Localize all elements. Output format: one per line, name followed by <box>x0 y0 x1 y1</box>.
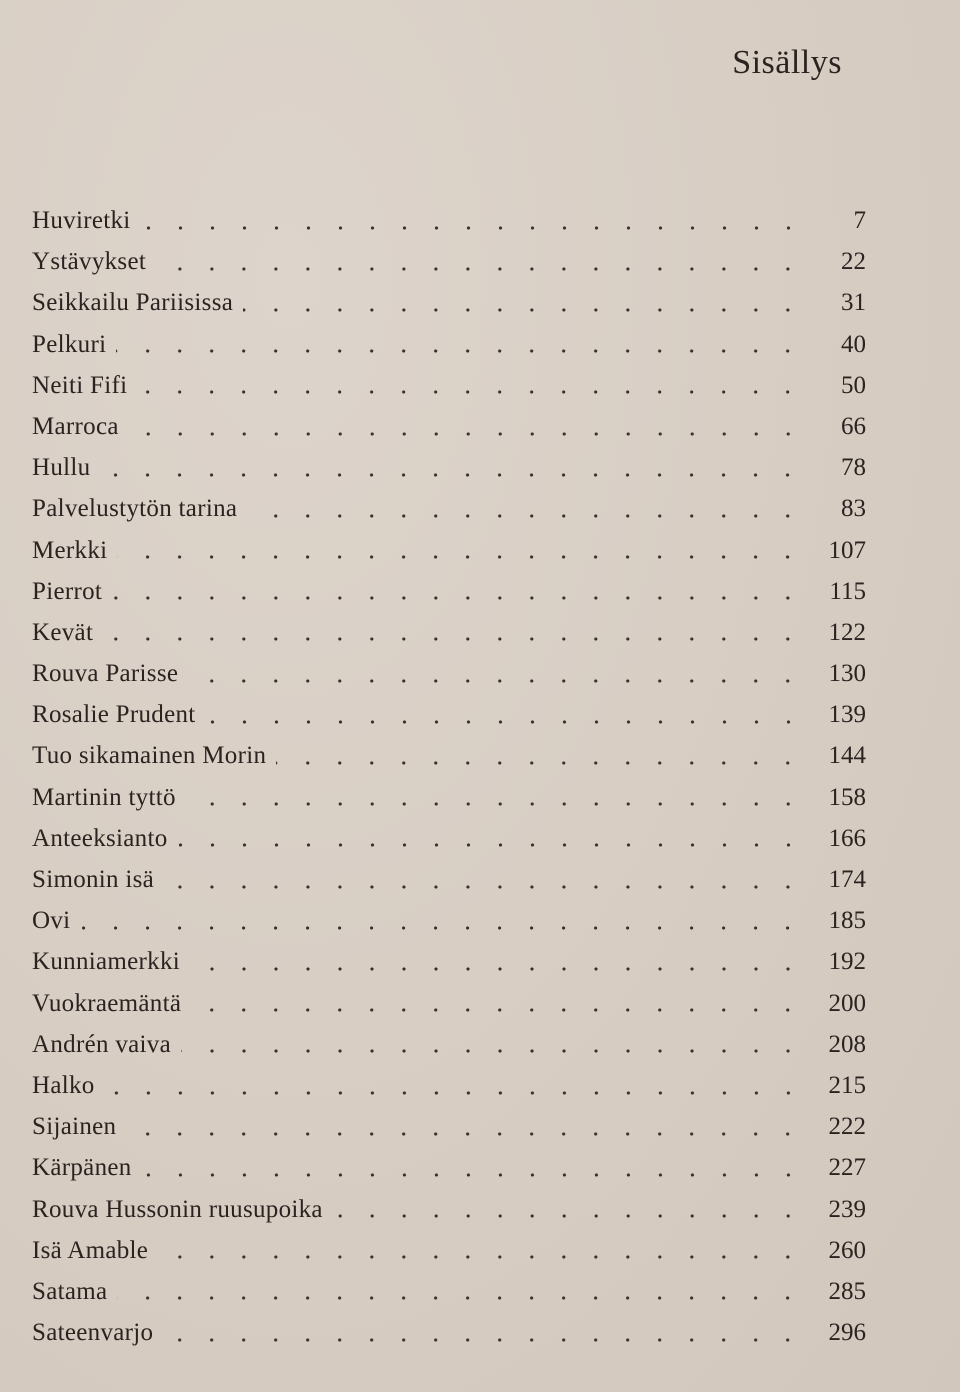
toc-entry <box>32 530 866 571</box>
toc-entry-title: Huviretki <box>32 207 131 234</box>
toc-entry <box>32 282 866 323</box>
toc-entry <box>32 571 866 612</box>
toc-entry <box>32 200 866 241</box>
dot-leader <box>156 267 804 271</box>
toc-entry <box>32 488 866 529</box>
toc-entry <box>32 735 866 776</box>
toc-entry-title: Ovi <box>32 907 71 935</box>
toc-entry-title: Kunniamerkki <box>32 948 181 976</box>
toc-entry-page: 208 <box>828 1030 866 1058</box>
toc-entry-page: 22 <box>841 248 866 276</box>
toc-entry-title: Neiti Fifi <box>32 371 128 399</box>
dot-leader <box>247 514 804 518</box>
toc-entry-title: Merkki <box>32 536 108 564</box>
toc-entry-title: Isä Amable <box>32 1236 149 1264</box>
dot-leader <box>181 1049 804 1053</box>
toc-entry-page: 107 <box>828 536 866 564</box>
toc-entry-title: Sateenvarjo <box>32 1319 154 1347</box>
dot-leader <box>141 226 804 230</box>
toc-entry <box>32 694 866 735</box>
toc-entry-page: 122 <box>828 618 866 646</box>
toc-entry-page: 174 <box>828 866 866 893</box>
dot-leader <box>163 1338 804 1342</box>
dot-leader <box>190 967 804 971</box>
toc-entry-page: 239 <box>828 1195 866 1223</box>
toc-entry-page: 139 <box>828 701 866 729</box>
toc-entry-title: Halko <box>32 1071 95 1099</box>
toc-entry-page: 78 <box>841 454 866 482</box>
dot-leader <box>188 679 804 683</box>
dot-leader <box>137 390 804 394</box>
dot-leader <box>117 1296 804 1300</box>
toc-entry <box>32 1147 866 1188</box>
toc-entry-page: 144 <box>828 742 866 770</box>
toc-entry-title: Palvelustytön tarina <box>32 495 238 523</box>
toc-entry <box>32 941 866 982</box>
toc-entry-title: Marroca <box>32 412 119 440</box>
dot-leader <box>158 1255 804 1259</box>
dot-leader <box>126 1132 804 1136</box>
toc-entry-page: 192 <box>828 948 866 976</box>
toc-entry-page: 200 <box>828 989 866 1017</box>
toc-entry-page: 115 <box>829 577 866 605</box>
toc-entry-title: Kärpänen <box>32 1154 132 1182</box>
toc-entry-page: 7 <box>853 207 866 234</box>
toc-entry-page: 66 <box>841 412 866 440</box>
toc-entry-title: Vuokraemäntä <box>32 989 182 1017</box>
toc-entry <box>32 1106 866 1147</box>
toc-entry-page: 130 <box>828 660 866 688</box>
toc-entry <box>32 1065 866 1106</box>
toc-entry <box>32 406 866 447</box>
toc-entry <box>32 1271 866 1312</box>
dot-leader <box>103 637 804 641</box>
dot-leader <box>243 308 804 312</box>
dot-leader <box>178 843 804 847</box>
dot-leader <box>191 1008 804 1012</box>
toc-entry <box>32 324 866 365</box>
toc-entry-title: Pelkuri <box>32 330 107 358</box>
toc-entry-page: 285 <box>828 1277 866 1305</box>
toc-entry-title: Tuo sikamainen Morin <box>32 742 267 770</box>
toc-entry-page: 185 <box>828 907 866 935</box>
toc-entry <box>32 1230 866 1271</box>
toc-entry-title: Hullu <box>32 454 91 482</box>
toc-entry-title: Ystävykset <box>32 248 147 276</box>
toc-entry <box>32 241 866 282</box>
dot-leader <box>129 432 804 436</box>
toc-entry-title: Rosalie Prudent <box>32 701 196 729</box>
toc-entry-page: 40 <box>841 330 866 358</box>
dot-leader <box>164 885 804 889</box>
dot-leader <box>333 1214 804 1218</box>
dot-leader <box>116 349 804 353</box>
dot-leader <box>112 596 804 600</box>
toc-entry <box>32 1189 866 1230</box>
dot-leader <box>142 1173 804 1177</box>
dot-leader <box>276 761 804 765</box>
toc-entry-page: 158 <box>828 783 866 811</box>
dot-leader <box>100 473 804 477</box>
toc-entry-title: Seikkailu Pariisissa <box>32 289 234 317</box>
toc-entry-title: Satama <box>32 1277 108 1305</box>
toc-entry-title: Andrén vaiva <box>32 1030 171 1058</box>
toc-entry-page: 31 <box>841 289 866 317</box>
page-title: Sisällys <box>732 44 842 81</box>
toc-entry-title: Martinin tyttö <box>32 783 176 811</box>
toc-entry <box>32 859 866 900</box>
toc-entry-title: Sijainen <box>32 1113 117 1141</box>
toc-entry-title: Pierrot <box>32 577 103 605</box>
toc-entry-page: 215 <box>828 1071 866 1099</box>
toc-entry <box>32 653 866 694</box>
toc-entry <box>32 447 866 488</box>
toc-entry <box>32 365 866 406</box>
toc-entry <box>32 1024 866 1065</box>
toc-entry <box>32 777 866 818</box>
toc-entry-page: 50 <box>841 371 866 399</box>
toc-entry-title: Kevät <box>32 618 94 646</box>
toc-entry <box>32 1312 866 1353</box>
dot-leader <box>186 802 804 806</box>
toc-entry-page: 260 <box>828 1236 866 1264</box>
toc-entry <box>32 818 866 859</box>
toc-entry <box>32 983 866 1024</box>
toc-entry-page: 222 <box>828 1113 866 1141</box>
toc-entry-page: 166 <box>828 824 866 852</box>
toc-entry <box>32 612 866 653</box>
toc-entry-page: 296 <box>828 1319 866 1347</box>
toc-entry <box>32 900 866 941</box>
toc-entry-page: 227 <box>828 1154 866 1182</box>
dot-leader <box>80 926 804 930</box>
dot-leader <box>105 1091 804 1095</box>
table-of-contents <box>32 200 866 1353</box>
toc-entry-title: Rouva Hussonin ruusupoika <box>32 1195 323 1223</box>
dot-leader <box>117 555 804 559</box>
toc-entry-title: Anteeksianto <box>32 824 168 852</box>
toc-entry-title: Rouva Parisse <box>32 660 179 688</box>
dot-leader <box>206 720 804 724</box>
toc-entry-title: Simonin isä <box>32 866 155 893</box>
toc-entry-page: 83 <box>841 495 866 523</box>
